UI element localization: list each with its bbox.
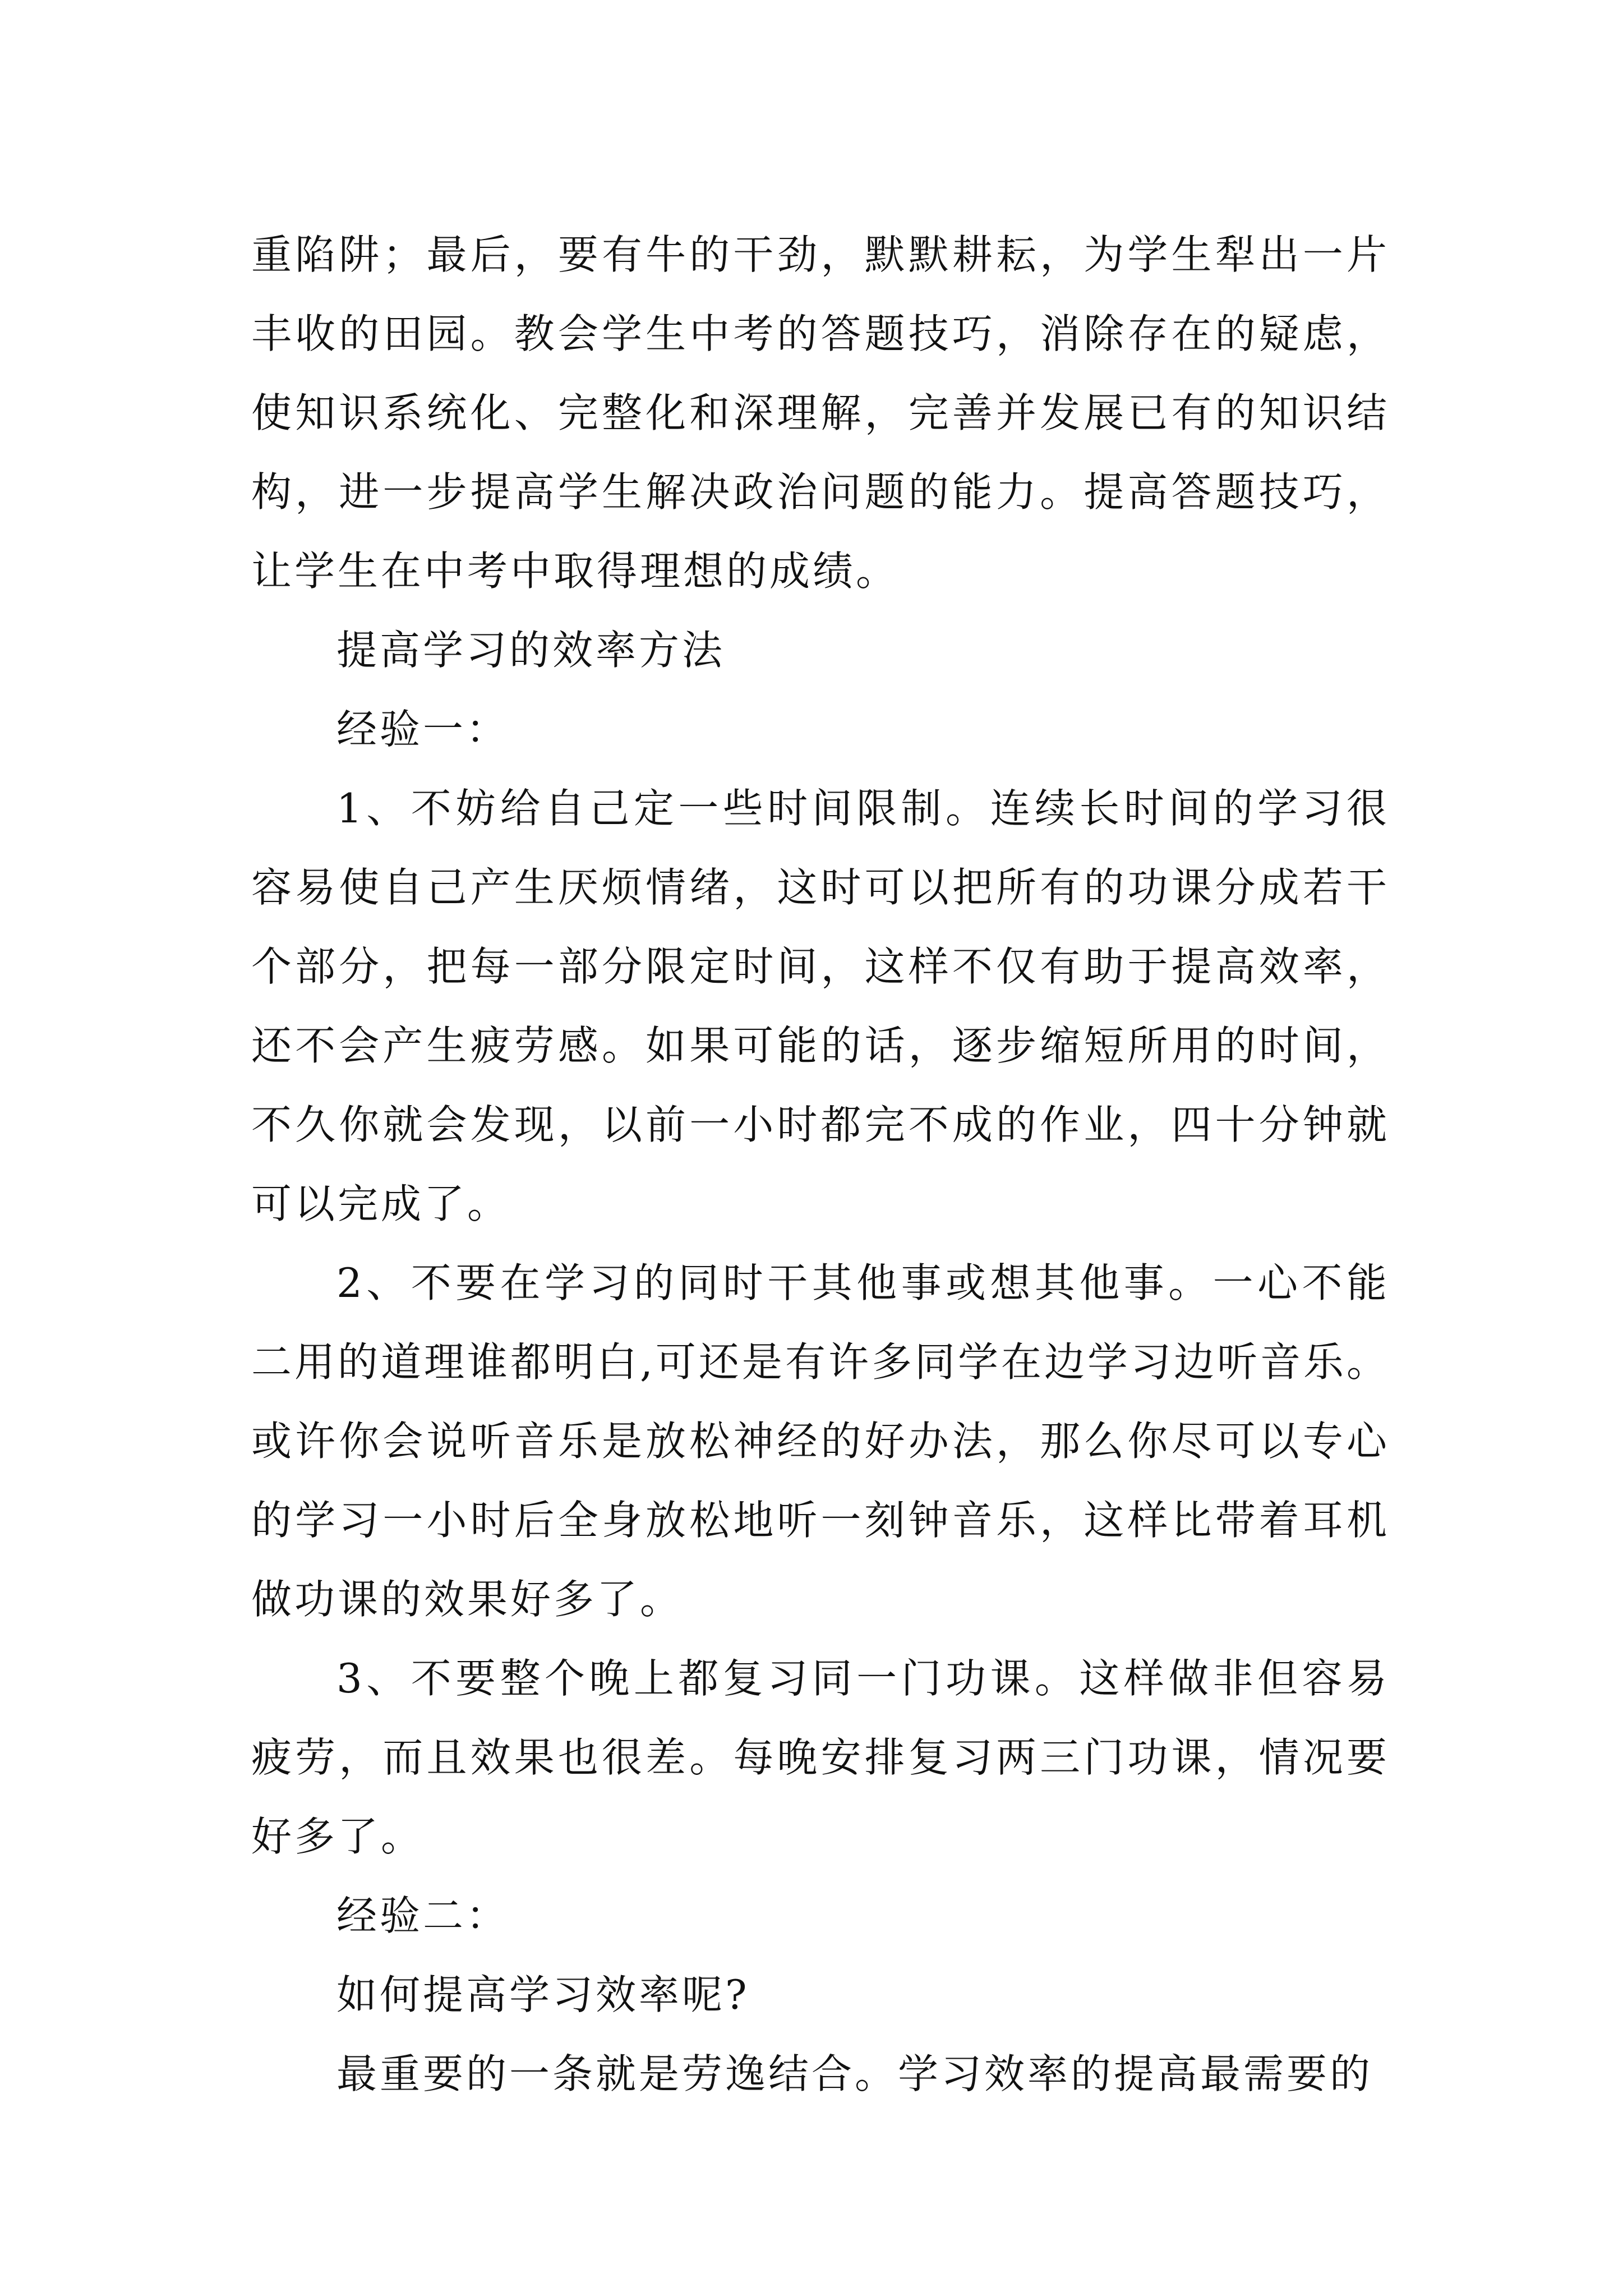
document-body xyxy=(251,215,1390,2114)
paragraph-final: 最重要的一条就是劳逸结合。学习效率的提高最需要的 xyxy=(336,2050,1373,2097)
paragraph-question: 如何提高学习效率呢? xyxy=(336,1971,750,2018)
paragraph-continuation: 重陷阱；最后，要有牛的干劲，默默耕耘，为学生犁出一片丰收的田园。教会学生中考的答题技巧，消除存在的疑虑，使知识系统化、完整化和深理解，完善并发展已有的知识结构，进一步提高学生解决政治问题的能力。提高答题技巧，让学生在中考中取得理想的成绩。 xyxy=(251,231,1390,595)
subheading-experience-one: 经验一： xyxy=(336,706,510,753)
paragraph-tip-3: 3、不要整个晚上都复习同一门功课。这样做非但容易疲劳，而且效果也很差。每晚安排复习两三门功课，情况要好多了。 xyxy=(251,1655,1390,1860)
paragraph-tip-2: 2、不要在学习的同时干其他事或想其他事。一心不能二用的道理谁都明白,可还是有许多同学在边学习边听音乐。或许你会说听音乐是放松神经的好办法，那么你尽可以专心的学习一小时后全身放松地听一刻钟音乐，这样比带着耳机做功课的效果好多了。 xyxy=(251,1259,1390,1623)
subheading-experience-two: 经验二： xyxy=(336,1892,510,1939)
section-heading: 提高学习的效率方法 xyxy=(336,627,726,674)
paragraph-tip-1: 1、不妨给自己定一些时间限制。连续长时间的学习很容易使自己产生厌烦情绪，这时可以把所有的功课分成若干个部分，把每一部分限定时间，这样不仅有助于提高效率，还不会产生疲劳感。如果可能的话，逐步缩短所用的时间，不久你就会发现，以前一小时都完不成的作业，四十分钟就可以完成了。 xyxy=(251,785,1390,1227)
